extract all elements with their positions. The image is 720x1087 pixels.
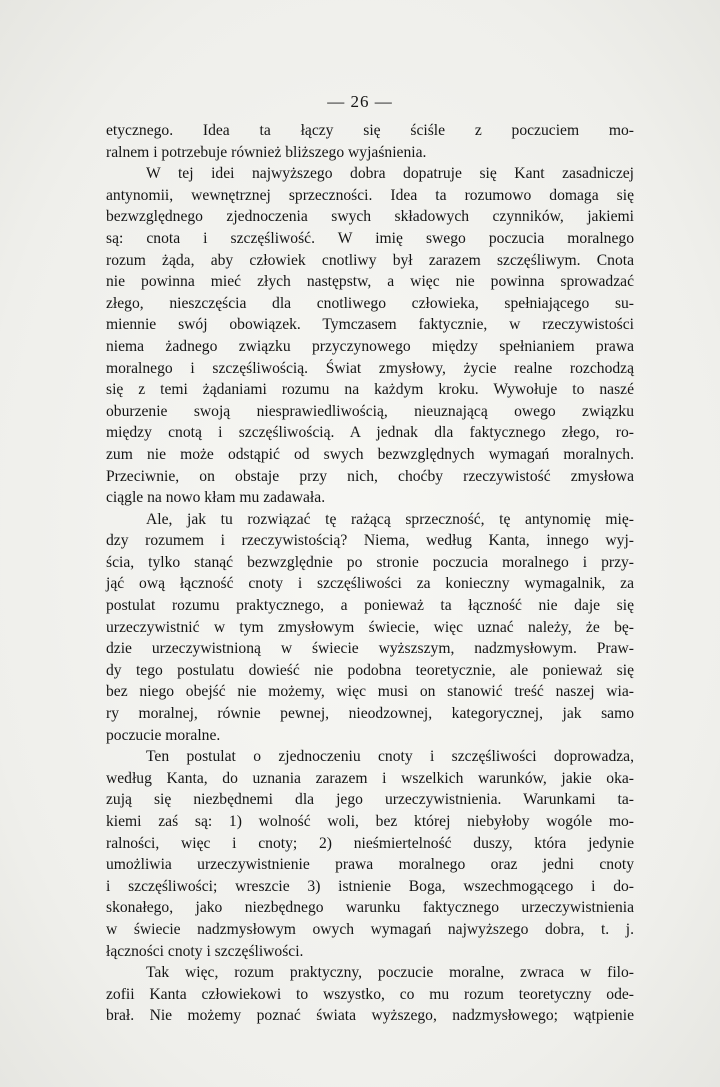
text-line: złego, nieszczęścia dla cnotliwego człowieka, spełniającego su- [106, 294, 634, 312]
text-line: bez niego obejść nie możemy, więc musi on stanowić treść naszej wia- [106, 683, 634, 701]
text-body [106, 120, 634, 1027]
text-line: ry moralnej, równie pewnej, nieodzownej, kategorycznej, jak samo [106, 705, 634, 723]
text-line: nie powinna mieć złych następstw, a więc nie powinna sprowadzać [106, 273, 634, 291]
text-line: niema żadnego związku przyczynowego między spełnianiem prawa [106, 337, 634, 355]
text-line: zują się niezbędnemi dla jego urzeczywistnienia. Warunkami ta- [106, 791, 634, 809]
text-line: etycznego. Idea ta łączy się ściśle z poczuciem mo- [106, 122, 634, 139]
text-line: Ten postulat o zjednoczeniu cnoty i szczęśliwości doprowadza, [146, 748, 634, 766]
text-line: rozum żąda, aby człowiek cnotliwy był zarazem szczęśliwym. Cnota [106, 251, 634, 269]
text-line: dzy rozumem i rzeczywistością? Niema, według Kanta, innego wyj- [106, 532, 634, 550]
text-line: dzie urzeczywistnioną w świecie wyższszym, nadzmysłowym. Praw- [106, 640, 634, 658]
text-line: Ale, jak tu rozwiązać tę rażącą sprzeczność, tę antynomię mię- [146, 510, 634, 528]
text-line: urzeczywistnić w tym zmysłowym świecie, więc uznać należy, że bę- [106, 618, 634, 636]
text-line: ścia, tylko stanąć bezwzględnie po stronie poczucia moralnego i przy- [106, 553, 634, 571]
text-line: poczucie moralne. [106, 726, 221, 744]
text-line: bezwzględnego zjednoczenia swych składowych czynników, jakiemi [106, 208, 634, 226]
text-line: postulat rozumu praktycznego, a ponieważ ta łączność nie daje się [106, 597, 634, 615]
text-line: między cnotą i szczęśliwością. A jednak dla faktycznego złego, ro- [106, 424, 634, 442]
text-line: Przeciwnie, on obstaje przy nich, choćby rzeczywistość zmysłowa [106, 467, 634, 485]
text-line: się z temi żądaniami rozumu na każdym kroku. Wywołuje to naszé [106, 381, 634, 399]
text-line: ralnem i potrzebuje również bliższego wyjaśnienia. [106, 143, 427, 161]
text-line: zum nie może odstąpić od swych bezwzględnych wymagań moralnych. [106, 445, 634, 463]
text-line: Tak więc, rozum praktyczny, poczucie moralne, zwraca w filo- [146, 964, 634, 982]
text-line: są: cnota i szczęśliwość. W imię swego poczucia moralnego [106, 229, 634, 247]
text-line: zofii Kanta człowiekowi to wszystko, co mu rozum teoretyczny ode- [106, 985, 634, 1003]
text-line: kiemi zaś są: 1) wolność woli, bez której niebyłoby wogóle mo- [106, 813, 634, 830]
text-line: i szczęśliwości; wreszcie 3) istnienie Boga, wszechmogącego i do- [106, 877, 634, 895]
text-line: skonałego, jako niezbędnego warunku faktycznego urzeczywistnienia [106, 899, 634, 917]
text-line: ciągle na nowo kłam mu zadawała. [106, 489, 326, 507]
text-line: umożliwia urzeczywistnienie prawa moralnego oraz jedni cnoty [106, 856, 634, 874]
text-line: jąć ową łączność cnoty i szczęśliwości za konieczny wymagalnik, za [106, 575, 634, 593]
text-line: oburzenie swoją niesprawiedliwością, nieuznającą owego związku [106, 402, 634, 420]
text-line: w świecie nadzmysłowym owych wymagań najwyższego dobra, t. j. [106, 920, 634, 938]
text-line: W tej idei najwyższego dobra dopatruje się Kant zasadniczej [146, 165, 634, 183]
text-line: ralności, więc i cnoty; 2) nieśmiertelność duszy, która jedynie [106, 834, 634, 852]
text-line: miennie swój obowiązek. Tymczasem faktycznie, w rzeczywistości [106, 316, 634, 334]
text-line: brał. Nie możemy poznać świata wyższego, nadzmysłowego; wątpienie [106, 1007, 634, 1025]
text-line: łączności cnoty i szczęśliwości. [106, 942, 304, 960]
page-number: — 26 — [327, 92, 393, 111]
text-line: moralnego i szczęśliwością. Świat zmysłowy, życie realne rozchodzą [106, 359, 634, 377]
text-line: dy tego postulatu dowieść nie podobna teoretycznie, ale ponieważ się [106, 661, 634, 679]
text-line: antynomii, wewnętrznej sprzeczności. Idea ta rozumowo domaga się [106, 186, 634, 204]
text-line: według Kanta, do uznania zarazem i wszelkich warunków, jakie oka- [106, 769, 634, 787]
